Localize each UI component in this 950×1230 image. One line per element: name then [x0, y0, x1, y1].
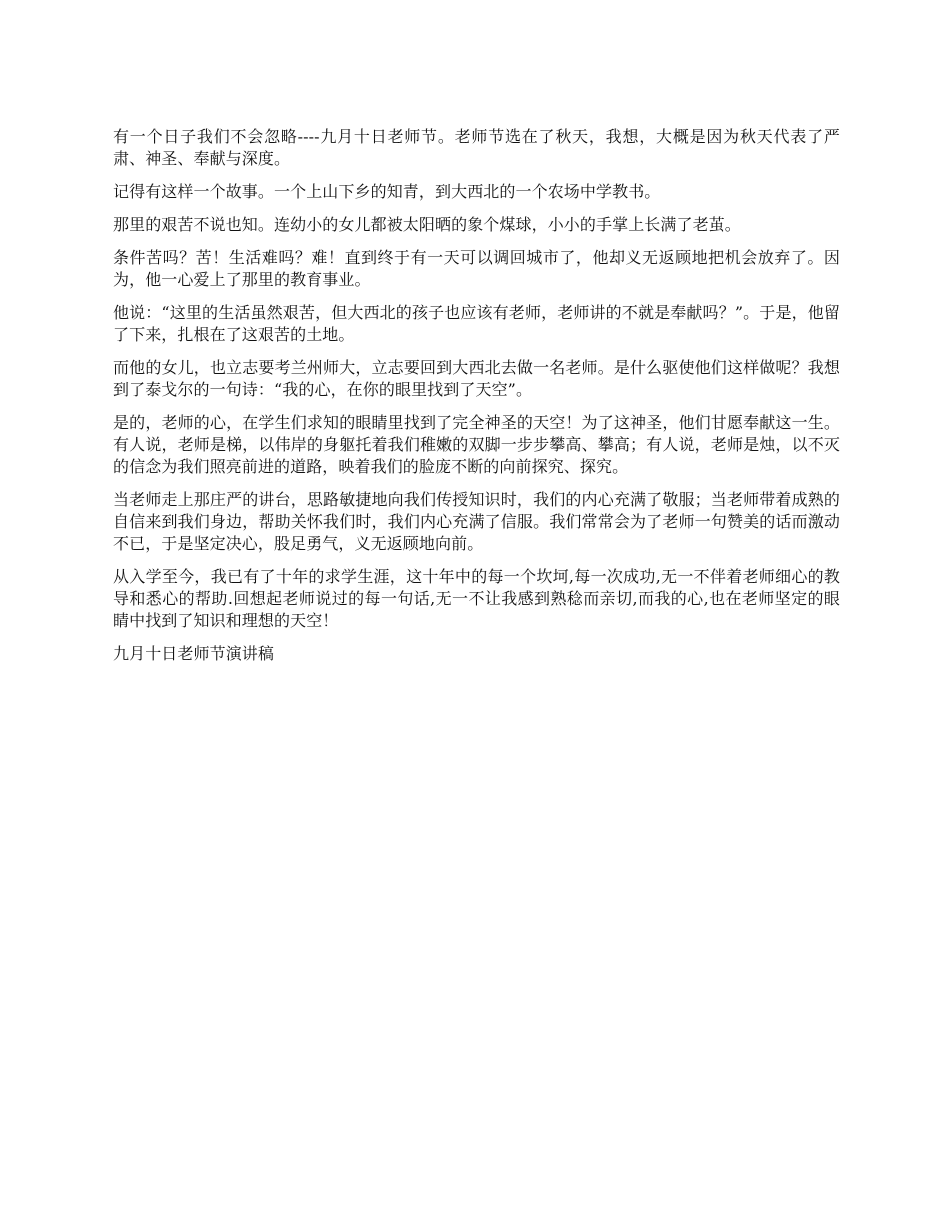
closing-title: 九月十日老师节演讲稿 [113, 644, 275, 663]
paragraph-5: 他说：“这里的生活虽然艰苦，但大西北的孩子也应该有老师，老师讲的不就是奉献吗？”。于是，他留了下来，扎根在了这艰苦的土地。 [113, 303, 840, 344]
document-body [113, 126, 840, 676]
paragraph-3: 那里的艰苦不说也知。连幼小的女儿都被太阳晒的象个煤球，小小的手掌上长满了老茧。 [113, 215, 741, 234]
paragraph-4: 条件苦吗？苦！生活难吗？难！直到终于有一天可以调回城市了，他却义无返顾地把机会放弃了。因为，他一心爱上了那里的教育事业。 [113, 248, 840, 289]
paragraph-9: 从入学至今，我已有了十年的求学生涯，这十年中的每一个坎坷,每一次成功,无一不伴着老师细心的教导和悉心的帮助.回想起老师说过的每一句话,无一不让我感到熟稔而亲切,而我的心,也在老师坚定的眼睛中找到了知识和理想的天空！ [113, 567, 840, 630]
paragraph-2: 记得有这样一个故事。一个上山下乡的知青，到大西北的一个农场中学教书。 [113, 182, 661, 201]
paragraph-1: 有一个日子我们不会忽略----九月十日老师节。老师节选在了秋天，我想，大概是因为秋天代表了严肃、神圣、奉献与深度。 [113, 127, 840, 168]
paragraph-7: 是的，老师的心，在学生们求知的眼睛里找到了完全神圣的天空！为了这神圣，他们甘愿奉献这一生。 有人说，老师是梯，以伟岸的身躯托着我们稚嫩的双脚一步步攀高、攀高；有人说，老师是烛，以不灭的信念为我们照亮前进的道路，映着我们的脸庞不断的向前探究、探究。 [113, 413, 840, 476]
paragraph-6: 而他的女儿，也立志要考兰州师大，立志要回到大西北去做一名老师。是什么驱使他们这样做呢？我想到了泰戈尔的一句诗：“我的心，在你的眼里找到了天空”。 [113, 358, 840, 399]
paragraph-8: 当老师走上那庄严的讲台，思路敏捷地向我们传授知识时，我们的内心充满了敬服；当老师带着成熟的自信来到我们身边，帮助关怀我们时，我们内心充满了信服。我们常常会为了老师一句赞美的话而激动不已，于是坚定决心，股足勇气，义无返顾地向前。 [113, 490, 840, 553]
